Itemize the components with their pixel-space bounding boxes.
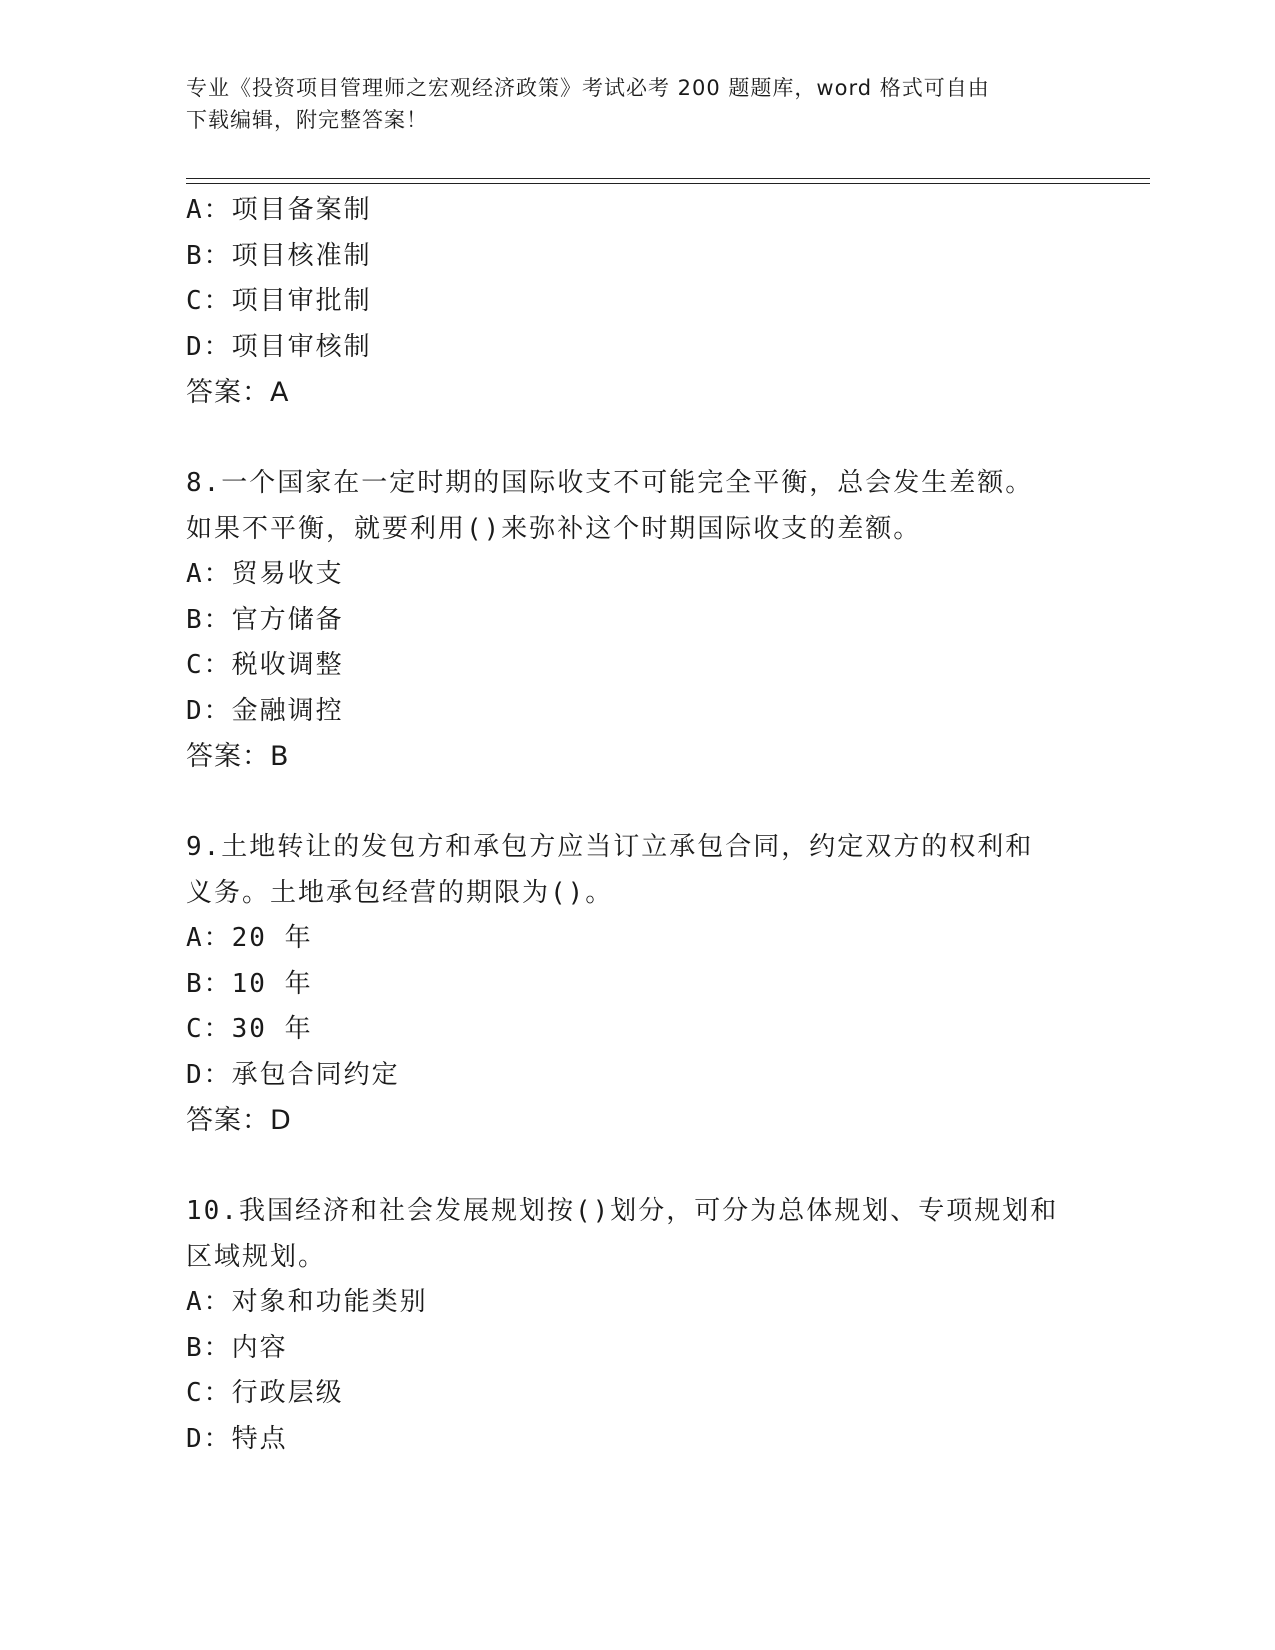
answer: 答案：A [186,377,290,408]
header-divider [186,178,1150,184]
question-stem-line-1: 8.一个国家在一定时期的国际收支不可能完全平衡，总会发生差额。 [186,468,1034,498]
option-b: B：内容 [186,1332,288,1363]
question-stem-line-2: 区域规划。 [186,1241,327,1272]
option-d: D：承包合同约定 [186,1059,400,1090]
option-b: B：官方储备 [186,604,344,635]
question-stem-line-2: 义务。土地承包经营的期限为()。 [186,877,614,908]
option-c: C：项目审批制 [186,286,372,316]
option-c: C：30 年 [186,1014,313,1044]
question-list [186,188,1136,1462]
option-b: B：项目核准制 [186,240,372,271]
option-d: D：金融调控 [186,695,344,726]
answer: 答案：B [186,741,290,772]
option-d: D：特点 [186,1423,288,1454]
header-line-1: 专业《投资项目管理师之宏观经济政策》考试必考 200 题题库，word 格式可自由 [186,76,990,100]
option-a: A：20 年 [186,923,313,953]
question-stem-line-2: 如果不平衡，就要利用()来弥补这个时期国际收支的差额。 [186,513,922,544]
question-7 [186,188,1136,416]
question-stem-line-1: 10.我国经济和社会发展规划按()划分，可分为总体规划、专项规划和 [186,1196,1059,1226]
question-9 [186,825,1136,1144]
option-d: D：项目审核制 [186,331,372,362]
answer: 答案：D [186,1105,292,1136]
option-a: A：项目备案制 [186,195,372,225]
option-a: A：贸易收支 [186,559,344,589]
option-a: A：对象和功能类别 [186,1287,428,1317]
question-10 [186,1189,1136,1462]
header-line-2: 下载编辑，附完整答案！ [186,108,428,132]
question-stem-line-1: 9.土地转让的发包方和承包方应当订立承包合同，约定双方的权利和 [186,832,1034,862]
option-c: C：行政层级 [186,1378,344,1408]
question-8 [186,461,1136,780]
document-header [186,72,1066,136]
option-c: C：税收调整 [186,650,344,680]
option-b: B：10 年 [186,968,313,999]
